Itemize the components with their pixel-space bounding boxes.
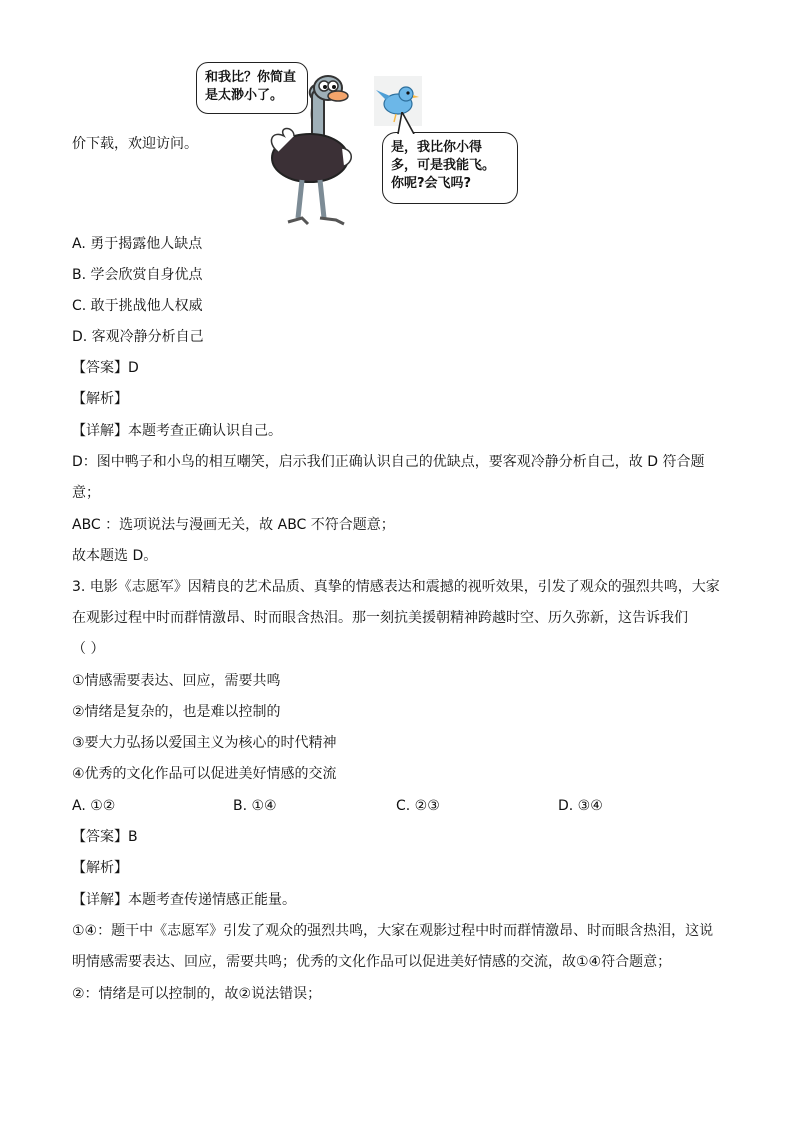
bubble-line: 和我比？你简直	[205, 70, 297, 85]
q2-option-d: D. 客观冷静分析自己	[72, 329, 204, 345]
q2-explain-d-cont: 意；	[72, 485, 100, 501]
q3-answer: 【答案】B	[72, 829, 138, 845]
q3-stem-line1: 3. 电影《志愿军》因精良的艺术品质、真挚的情感表达和震撼的视听效果，引发了观众的强烈共鸣，大家	[72, 579, 720, 595]
q2-option-b: B. 学会欣赏自身优点	[72, 267, 203, 283]
q3-choice-c: C. ②③	[396, 798, 440, 814]
q2-option-c: C. 敢于挑战他人权威	[72, 298, 203, 314]
bubble-line: 是，我比你小得	[391, 140, 483, 155]
intro-fragment: 价下载，欢迎访问。	[72, 136, 198, 152]
q3-detail: 【详解】本题考查传递情感正能量。	[72, 892, 296, 908]
q3-explain-2: ②：情绪是可以控制的，故②说法错误；	[72, 986, 322, 1002]
q3-analysis-label: 【解析】	[72, 860, 128, 876]
bubble-line: 多，可是我能飞。	[391, 158, 496, 173]
bubble-tail	[396, 112, 416, 134]
q3-item-4: ④优秀的文化作品可以促进美好情感的交流	[72, 766, 337, 782]
q3-choice-b: B. ①④	[233, 798, 277, 814]
bubble-line: 是太渺小了。	[205, 88, 284, 103]
q2-explain-d: D：图中鸭子和小鸟的相互嘲笑，启示我们正确认识自己的优缺点，要客观冷静分析自己，故 D 符合题	[72, 454, 705, 470]
q3-choice-d: D. ③④	[558, 798, 603, 814]
q3-explain-14-line2: 明情感需要表达、回应，需要共鸣；优秀的文化作品可以促进美好情感的交流，故①④符合题意；	[72, 954, 672, 970]
q2-detail: 【详解】本题考查正确认识自己。	[72, 423, 282, 439]
q3-stem-line2: 在观影过程中时而群情激昂、时而眼含热泪。那一刻抗美援朝精神跨越时空、历久弥新，这告诉我们	[72, 610, 688, 626]
bird-speech-bubble	[382, 132, 518, 204]
q2-answer: 【答案】D	[72, 360, 139, 376]
q3-explain-14-line1: ①④：题干中《志愿军》引发了观众的强烈共鸣，大家在观影过程中时而群情激昂、时而眼含热泪，这说	[72, 923, 714, 939]
q3-paren: （ ）	[72, 641, 105, 657]
q3-item-3: ③要大力弘扬以爱国主义为核心的时代精神	[72, 735, 337, 751]
q2-conclusion: 故本题选 D。	[72, 548, 158, 564]
q3-item-1: ①情感需要表达、回应，需要共鸣	[72, 673, 281, 689]
q3-choice-a: A. ①②	[72, 798, 116, 814]
q2-explain-abc: ABC ：选项说法与漫画无关，故 ABC 不符合题意；	[72, 517, 395, 533]
bubble-line: 你呢?会飞吗?	[391, 176, 472, 191]
q2-option-a: A. 勇于揭露他人缺点	[72, 236, 203, 252]
ostrich-illustration	[258, 70, 368, 230]
q3-item-2: ②情绪是复杂的，也是难以控制的	[72, 704, 281, 720]
q2-analysis-label: 【解析】	[72, 391, 128, 407]
